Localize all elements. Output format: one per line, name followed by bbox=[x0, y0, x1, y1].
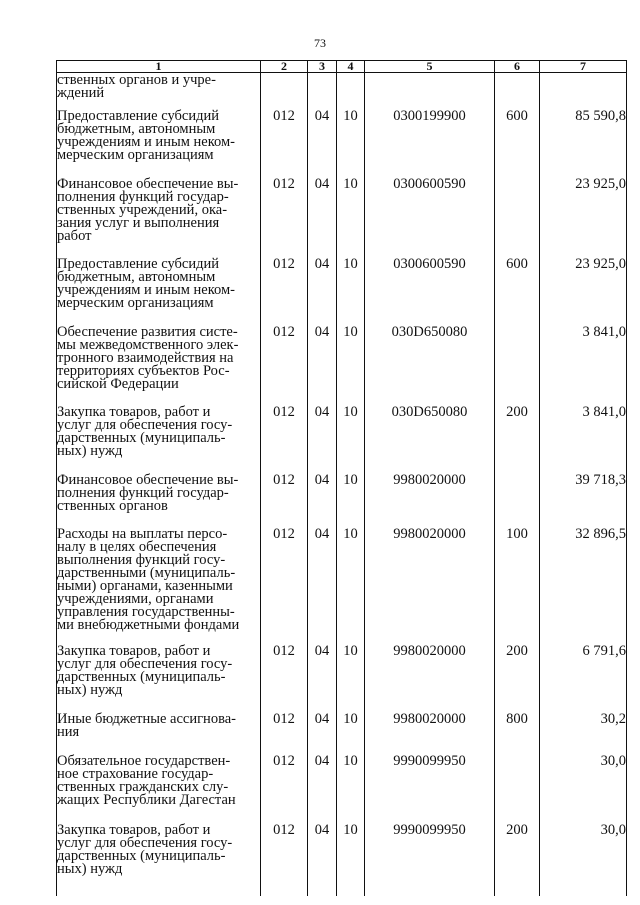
cell-ministry-code: 012 bbox=[261, 404, 308, 472]
cell-description: ственных органов и учре- ждений bbox=[57, 73, 261, 109]
cell-target-article: 9980020000 bbox=[365, 472, 495, 526]
cell-expense-type: 800 bbox=[495, 711, 540, 753]
cell-target-article bbox=[365, 73, 495, 109]
cell-expense-type: 600 bbox=[495, 108, 540, 176]
cell-amount bbox=[540, 73, 627, 109]
cell-amount: 3 841,0 bbox=[540, 404, 627, 472]
table-row bbox=[57, 176, 627, 256]
table-row bbox=[57, 643, 627, 711]
cell-ministry-code: 012 bbox=[261, 643, 308, 711]
cell-amount: 23 925,0 bbox=[540, 176, 627, 256]
cell-section: 04 bbox=[308, 404, 337, 472]
cell-subsection: 10 bbox=[337, 643, 365, 711]
column-header-3: 3 bbox=[308, 61, 337, 73]
cell-subsection: 10 bbox=[337, 404, 365, 472]
cell-target-article: 9990099950 bbox=[365, 822, 495, 896]
cell-section: 04 bbox=[308, 472, 337, 526]
cell-amount: 30,0 bbox=[540, 822, 627, 896]
cell-target-article: 9980020000 bbox=[365, 643, 495, 711]
cell-amount: 85 590,8 bbox=[540, 108, 627, 176]
cell-section: 04 bbox=[308, 324, 337, 404]
table-header bbox=[57, 61, 627, 73]
cell-ministry-code: 012 bbox=[261, 526, 308, 643]
cell-subsection: 10 bbox=[337, 753, 365, 822]
cell-description: Обязательное государствен- ное страхование государ- ственных гражданских слу- жащих Республики Дагестан bbox=[57, 753, 261, 822]
cell-subsection: 10 bbox=[337, 711, 365, 753]
cell-expense-type: 200 bbox=[495, 643, 540, 711]
table-row bbox=[57, 256, 627, 324]
cell-expense-type bbox=[495, 324, 540, 404]
cell-amount: 30,0 bbox=[540, 753, 627, 822]
table-row bbox=[57, 324, 627, 404]
cell-section bbox=[308, 73, 337, 109]
cell-subsection: 10 bbox=[337, 324, 365, 404]
cell-expense-type: 100 bbox=[495, 526, 540, 643]
column-header-7: 7 bbox=[540, 61, 627, 73]
cell-description: Иные бюджетные ассигнова- ния bbox=[57, 711, 261, 753]
cell-ministry-code: 012 bbox=[261, 256, 308, 324]
cell-target-article: 0300199900 bbox=[365, 108, 495, 176]
cell-amount: 32 896,5 bbox=[540, 526, 627, 643]
column-header-1: 1 bbox=[57, 61, 261, 73]
cell-target-article: 0300600590 bbox=[365, 256, 495, 324]
cell-subsection: 10 bbox=[337, 822, 365, 896]
budget-table bbox=[56, 60, 627, 896]
cell-section: 04 bbox=[308, 256, 337, 324]
cell-description: Предоставление субсидий бюджетным, автономным учреждениям и иным неком- мерческим организациям bbox=[57, 256, 261, 324]
cell-amount: 30,2 bbox=[540, 711, 627, 753]
cell-ministry-code: 012 bbox=[261, 472, 308, 526]
page-number: 73 bbox=[314, 36, 326, 50]
cell-section: 04 bbox=[308, 176, 337, 256]
cell-expense-type bbox=[495, 73, 540, 109]
cell-ministry-code bbox=[261, 73, 308, 109]
column-header-5: 5 bbox=[365, 61, 495, 73]
cell-expense-type bbox=[495, 472, 540, 526]
cell-amount: 39 718,3 bbox=[540, 472, 627, 526]
header-row bbox=[57, 61, 627, 73]
cell-ministry-code: 012 bbox=[261, 711, 308, 753]
cell-amount: 3 841,0 bbox=[540, 324, 627, 404]
cell-description: Предоставление субсидий бюджетным, автономным учреждениям и иным неком- мерческим организациям bbox=[57, 108, 261, 176]
table-row bbox=[57, 108, 627, 176]
table-row bbox=[57, 711, 627, 753]
table-row bbox=[57, 822, 627, 896]
cell-description: Финансовое обеспечение вы- полнения функций государ- ственных учреждений, ока- зания услуг и выполнения работ bbox=[57, 176, 261, 256]
cell-target-article: 9980020000 bbox=[365, 526, 495, 643]
column-header-6: 6 bbox=[495, 61, 540, 73]
cell-description: Закупка товаров, работ и услуг для обеспечения госу- дарственных (муниципаль- ных) нужд bbox=[57, 822, 261, 896]
cell-subsection bbox=[337, 73, 365, 109]
cell-section: 04 bbox=[308, 108, 337, 176]
cell-subsection: 10 bbox=[337, 526, 365, 643]
cell-subsection: 10 bbox=[337, 256, 365, 324]
table-row bbox=[57, 472, 627, 526]
cell-target-article: 0300600590 bbox=[365, 176, 495, 256]
table-row bbox=[57, 526, 627, 643]
cell-ministry-code: 012 bbox=[261, 822, 308, 896]
cell-section: 04 bbox=[308, 822, 337, 896]
cell-description: Обеспечение развития систе- мы межведомственного элек- тронного взаимодействия на территориях субъектов Рос- сийской Федерации bbox=[57, 324, 261, 404]
cell-ministry-code: 012 bbox=[261, 324, 308, 404]
table-row bbox=[57, 404, 627, 472]
cell-expense-type: 200 bbox=[495, 822, 540, 896]
table-row-continuation bbox=[57, 73, 627, 109]
cell-expense-type: 600 bbox=[495, 256, 540, 324]
cell-description: Закупка товаров, работ и услуг для обеспечения госу- дарственных (муниципаль- ных) нужд bbox=[57, 643, 261, 711]
cell-section: 04 bbox=[308, 526, 337, 643]
cell-amount: 23 925,0 bbox=[540, 256, 627, 324]
table-row bbox=[57, 753, 627, 822]
cell-expense-type bbox=[495, 753, 540, 822]
cell-target-article: 9990099950 bbox=[365, 753, 495, 822]
cell-ministry-code: 012 bbox=[261, 176, 308, 256]
cell-target-article: 030D650080 bbox=[365, 324, 495, 404]
cell-section: 04 bbox=[308, 711, 337, 753]
cell-amount: 6 791,6 bbox=[540, 643, 627, 711]
cell-target-article: 030D650080 bbox=[365, 404, 495, 472]
cell-target-article: 9980020000 bbox=[365, 711, 495, 753]
cell-section: 04 bbox=[308, 753, 337, 822]
table-body bbox=[57, 73, 627, 897]
column-header-2: 2 bbox=[261, 61, 308, 73]
cell-expense-type bbox=[495, 176, 540, 256]
cell-ministry-code: 012 bbox=[261, 108, 308, 176]
cell-subsection: 10 bbox=[337, 108, 365, 176]
column-header-4: 4 bbox=[337, 61, 365, 73]
cell-expense-type: 200 bbox=[495, 404, 540, 472]
cell-subsection: 10 bbox=[337, 472, 365, 526]
cell-description: Расходы на выплаты персо- налу в целях обеспечения выполнения функций госу- дарственными (муниципаль- ными) органами, казенными учреждениями, органами управления государственны- ми внебюджетными фондами bbox=[57, 526, 261, 643]
cell-section: 04 bbox=[308, 643, 337, 711]
cell-ministry-code: 012 bbox=[261, 753, 308, 822]
cell-description: Закупка товаров, работ и услуг для обеспечения госу- дарственных (муниципаль- ных) нужд bbox=[57, 404, 261, 472]
cell-subsection: 10 bbox=[337, 176, 365, 256]
cell-description: Финансовое обеспечение вы- полнения функций государ- ственных органов bbox=[57, 472, 261, 526]
